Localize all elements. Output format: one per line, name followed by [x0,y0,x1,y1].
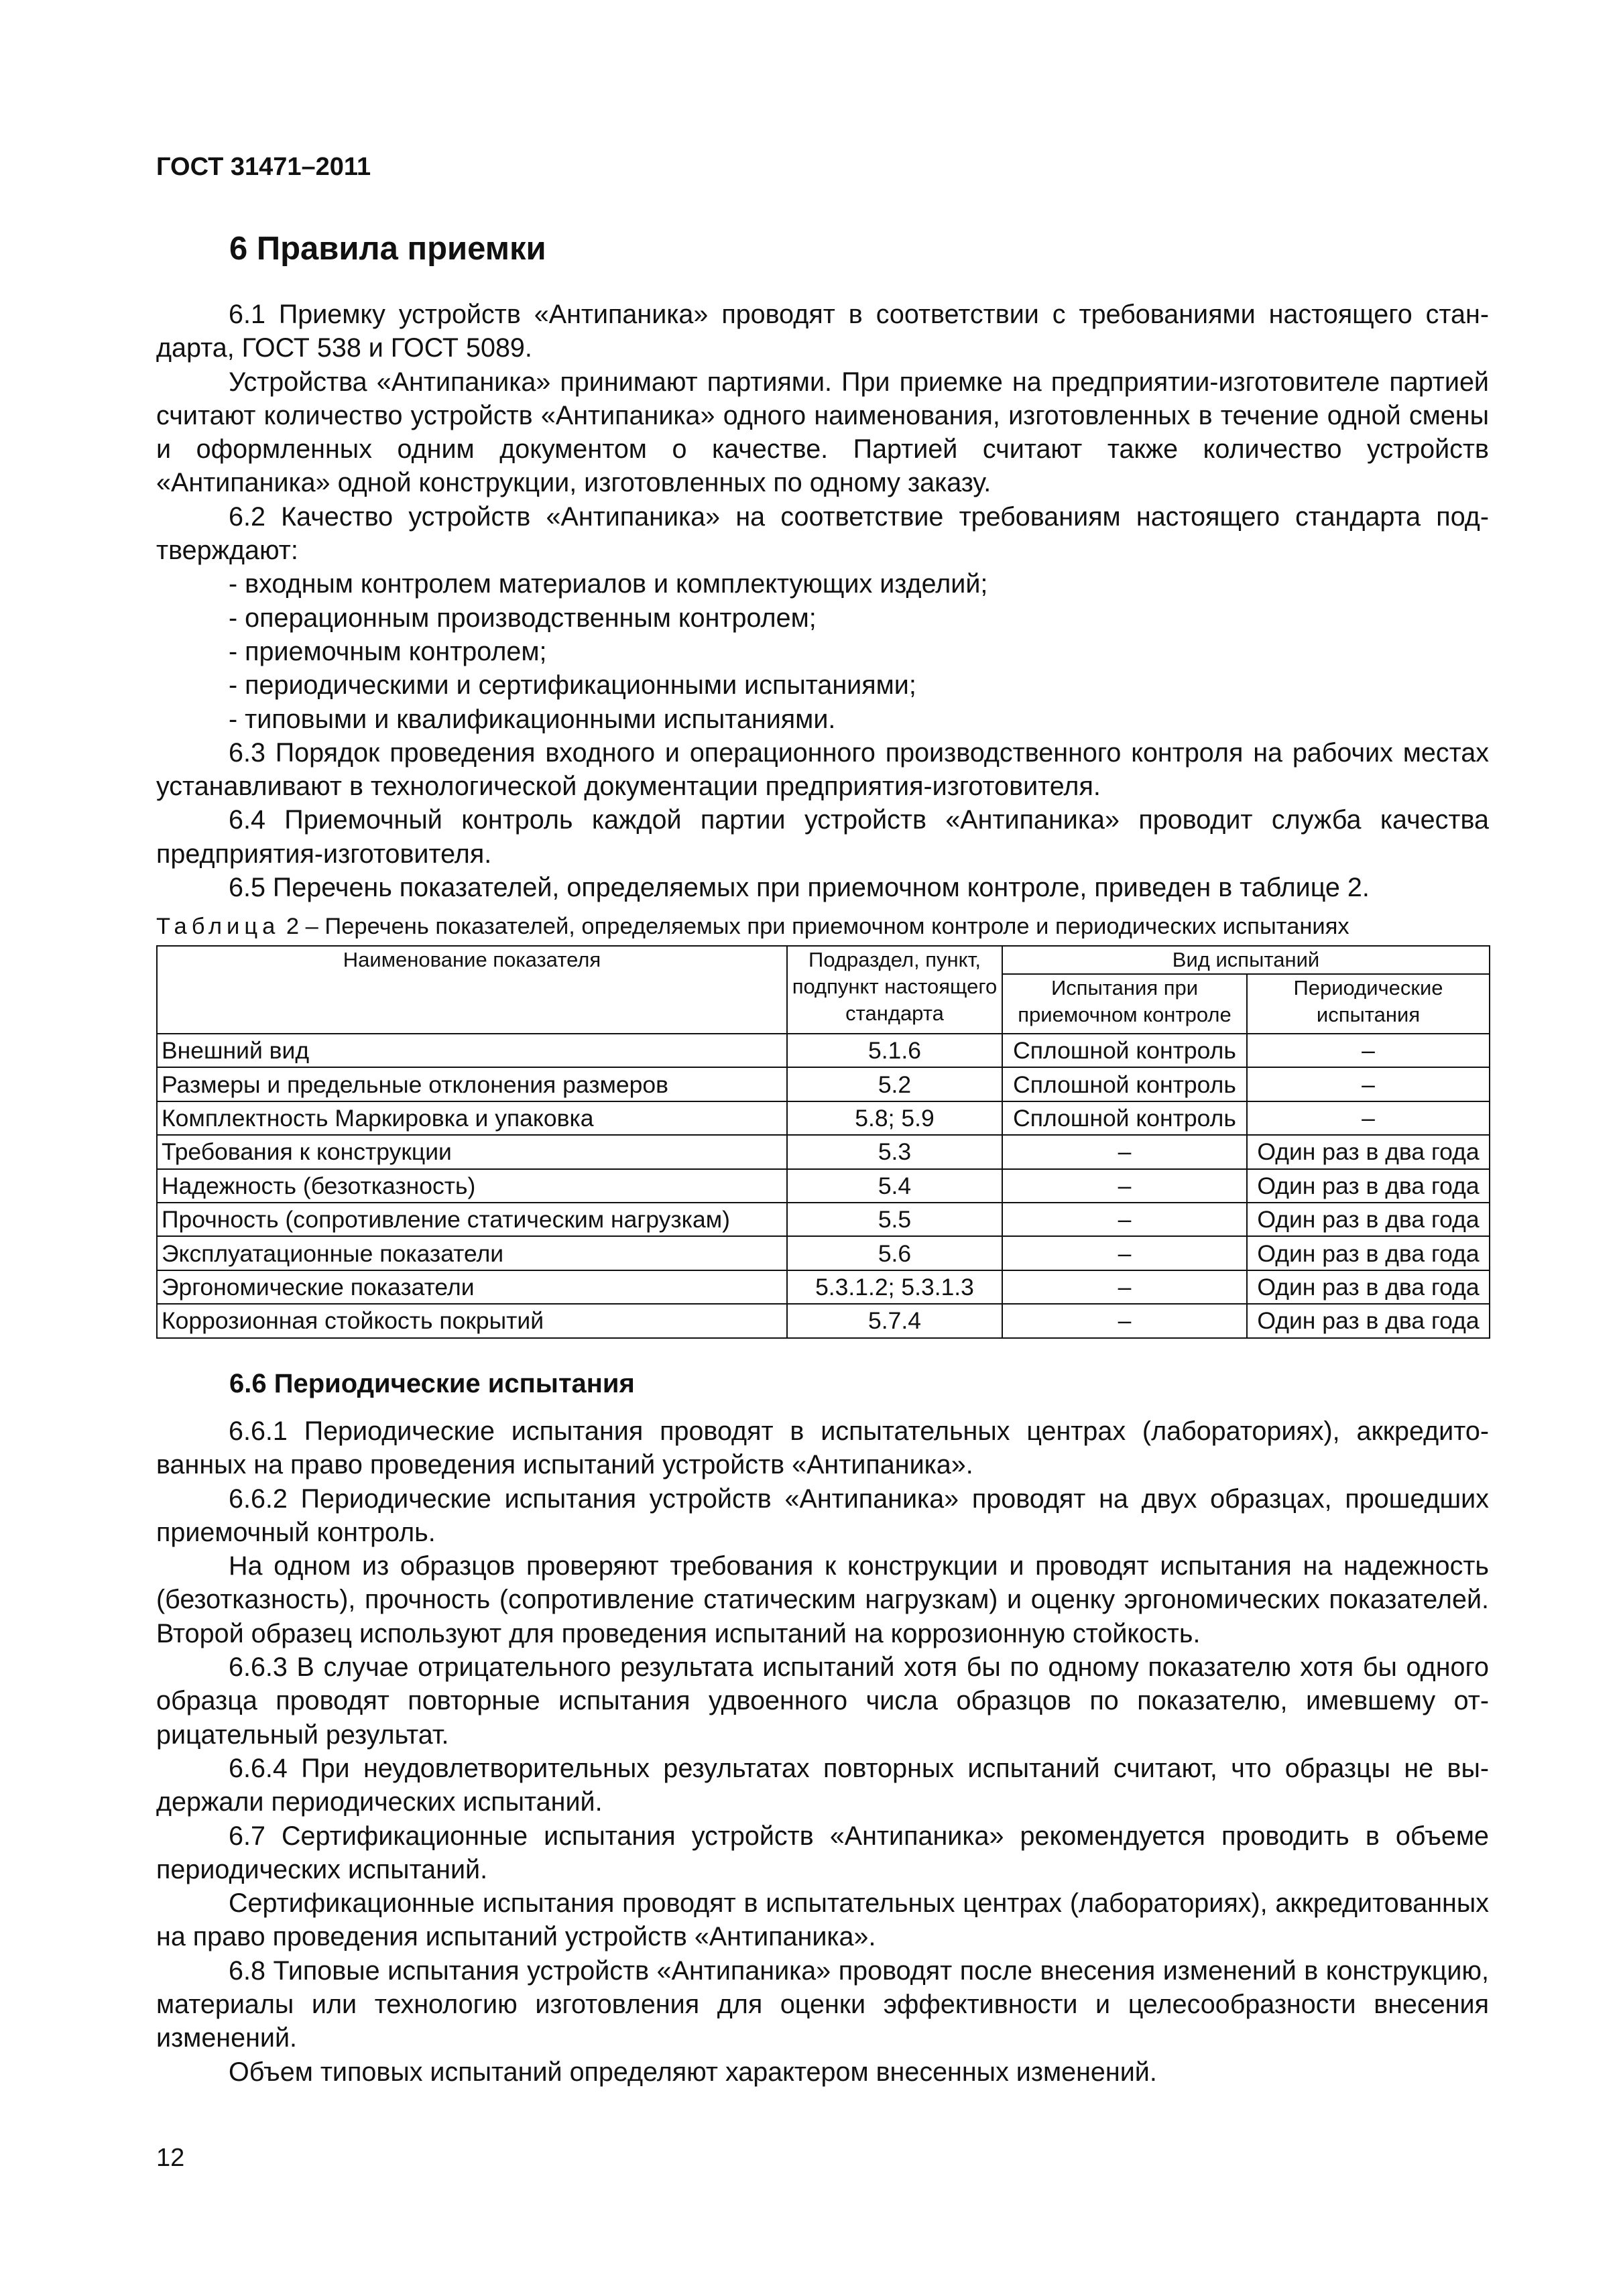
cell-name: Размеры и предельные отклонения размеров [157,1067,787,1101]
paragraph: Устройства «Антипаника» принимают партиями. При приемке на предприятии-изготовителе партией считают количество устройств «Антипаника» одного наименования, изготовленных в течение одной смены и оформленных одним документом о качестве. Партией считают также количество устройств «Антипаника» одной конструкции, изготовленных по одному заказу. [156,367,1489,498]
table-row [157,1034,1490,1067]
cell-name: Требования к конструкции [157,1135,787,1168]
subsection-title: 6.6 Периодические испытания [229,1369,635,1398]
table-caption-text: 2 – Перечень показателей, определяемых при приемочном контроле и периодических испытаниях [280,914,1349,939]
cell-acceptance: – [1002,1236,1247,1270]
cell-acceptance: – [1002,1169,1247,1203]
paragraph: Объем типовых испытаний определяют характером внесенных изменений. [229,2057,1157,2087]
section-title: 6 Правила приемки [229,231,546,267]
cell-clause: 5.8; 5.9 [787,1101,1002,1135]
text-block-top [156,298,1489,904]
list-item: - типовыми и квалификационными испытаниями. [229,704,836,734]
cell-acceptance: Сплошной контроль [1002,1067,1247,1101]
paragraph: 6.2 Качество устройств «Антипаника» на соответствие требованиям настоящего стандарта подтверждают: [156,501,1489,566]
paragraph: 6.8 Типовые испытания устройств «Антипаника» проводят после внесения изменений в конструкцию, материалы или технологию изготовления для оценки эффективности и целесообразности внесения изменений. [156,1955,1489,2053]
list-item: - периодическими и сертификационными испытаниями; [229,670,916,701]
paragraph: 6.6.2 Периодические испытания устройств «Антипаника» проводят на двух образцах, прошедших приемочный контроль. [156,1484,1489,1547]
paragraph: На одном из образцов проверяют требования к конструкции и проводят испытания на надежность (безотказность), прочность (сопротивление статическим нагрузкам) и оценку эргономических показателей. Второй образец используют для проведения испытаний на коррозионную стойкость. [156,1551,1489,1648]
header-periodic: Периодические испытания [1247,974,1490,1034]
cell-name: Эксплуатационные показатели [157,1236,787,1270]
cell-name: Комплектность Маркировка и упаковка [157,1101,787,1135]
cell-name: Эргономические показатели [157,1270,787,1304]
cell-periodic: Один раз в два года [1247,1304,1490,1337]
paragraph: 6.4 Приемочный контроль каждой партии устройств «Антипаника» проводит служба качества предприятия-изготовителя. [156,805,1489,869]
document-id: ГОСТ 31471–2011 [156,153,371,181]
cell-clause: 5.3.1.2; 5.3.1.3 [787,1270,1002,1304]
cell-acceptance: – [1002,1203,1247,1236]
cell-clause: 5.2 [787,1067,1002,1101]
cell-clause: 5.5 [787,1203,1002,1236]
paragraph: 6.6.3 В случае отрицательного результата испытаний хотя бы по одному показателю хотя бы одного образца проводят повторные испытания удвоенного числа образцов по показателю, имевшему отрицательный результат. [156,1652,1489,1750]
table-row [157,1101,1490,1135]
cell-clause: 5.7.4 [787,1304,1002,1337]
cell-clause: 5.6 [787,1236,1002,1270]
cell-periodic: – [1247,1101,1490,1135]
cell-clause: 5.4 [787,1169,1002,1203]
cell-name: Надежность (безотказность) [157,1169,787,1203]
table-row [157,1203,1490,1236]
cell-name: Прочность (сопротивление статическим нагрузкам) [157,1203,787,1236]
page-number: 12 [156,2144,185,2172]
paragraph: 6.3 Порядок проведения входного и операционного производственного контроля на рабочих местах устанавливают в технологической документации предприятия-изготовителя. [156,737,1489,802]
cell-acceptance: Сплошной контроль [1002,1101,1247,1135]
paragraph: 6.6.1 Периодические испытания проводят в испытательных центрах (лабораториях), аккредитованных на право проведения испытаний устройств «Антипаника». [156,1416,1489,1480]
cell-acceptance: – [1002,1135,1247,1168]
cell-periodic: Один раз в два года [1247,1203,1490,1236]
header-clause: Подраздел, пункт, подпункт настоящего стандарта [787,946,1002,1034]
table-row [157,1236,1490,1270]
paragraph: Сертификационные испытания проводят в испытательных центрах (лабораториях), аккредитованных на право проведения испытаний устройств «Антипаника». [156,1888,1489,1952]
list-item: - операционным производственным контролем; [229,603,817,633]
list-item: - приемочным контролем; [229,636,547,666]
header-name: Наименование показателя [157,946,787,1034]
cell-name: Внешний вид [157,1034,787,1067]
indicators-table [156,945,1490,1339]
cell-periodic: Один раз в два года [1247,1236,1490,1270]
cell-acceptance: – [1002,1304,1247,1337]
cell-clause: 5.1.6 [787,1034,1002,1067]
table-row [157,1270,1490,1304]
header-test-type: Вид испытаний [1002,946,1490,974]
paragraph: 6.1 Приемку устройств «Антипаника» проводят в соответствии с требованиями настоящего стандарта, ГОСТ 538 и ГОСТ 5089. [156,300,1489,363]
table-row [157,1304,1490,1337]
paragraph: 6.7 Сертификационные испытания устройств «Антипаника» рекомендуется проводить в объеме периодических испытаний. [156,1821,1489,1884]
cell-acceptance: Сплошной контроль [1002,1034,1247,1067]
cell-periodic: Один раз в два года [1247,1169,1490,1203]
cell-acceptance: – [1002,1270,1247,1304]
cell-name: Коррозионная стойкость покрытий [157,1304,787,1337]
paragraph: 6.6.4 При неудовлетворительных результатах повторных испытаний считают, что образцы не выдержали периодических испытаний. [156,1753,1489,1817]
cell-clause: 5.3 [787,1135,1002,1168]
cell-periodic: Один раз в два года [1247,1270,1490,1304]
table-caption [156,912,1489,941]
cell-periodic: Один раз в два года [1247,1135,1490,1168]
paragraph: 6.5 Перечень показателей, определяемых при приемочном контроле, приведен в таблице 2. [229,873,1370,903]
cell-periodic: – [1247,1067,1490,1101]
table-row [157,1135,1490,1168]
list-item: - входным контролем материалов и комплектующих изделий; [229,569,988,599]
cell-periodic: – [1247,1034,1490,1067]
table-row [157,1169,1490,1203]
table-row [157,1067,1490,1101]
text-block-bottom [156,1414,1489,2089]
header-acceptance: Испытания при приемочном контроле [1002,974,1247,1034]
table-caption-label: Таблица [156,914,280,939]
